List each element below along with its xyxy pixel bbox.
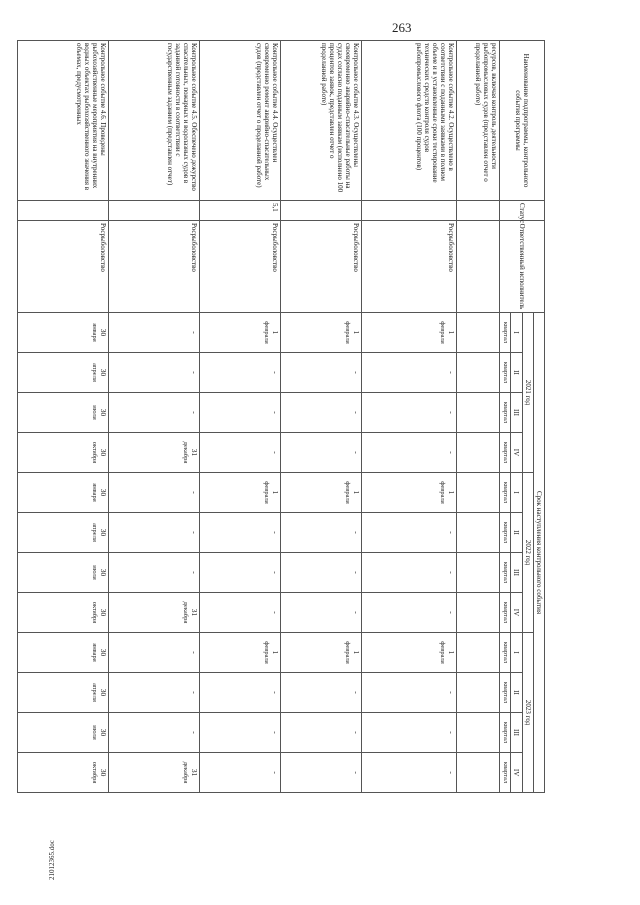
quarter-date-cell xyxy=(199,553,280,593)
date-month: февраля xyxy=(344,321,352,344)
quarter-date-cell xyxy=(280,393,361,433)
date-day: - xyxy=(189,651,199,654)
table-body xyxy=(17,41,499,793)
header-quarter-label: квартал xyxy=(499,673,510,713)
responsible-executor: Росрыболовство xyxy=(280,221,361,313)
quarter-date-cell xyxy=(199,353,280,393)
document-code: 21012365.doc xyxy=(48,840,56,880)
date-day: 30 xyxy=(98,688,108,697)
quarter-date-cell xyxy=(456,353,499,393)
quarter-date-cell xyxy=(199,313,280,353)
quarter-date-cell xyxy=(17,673,108,713)
table-row xyxy=(108,41,199,793)
date-day: 30 xyxy=(98,488,108,497)
quarter-date-cell xyxy=(17,513,108,553)
date-day: 1 xyxy=(270,490,280,495)
header-quarter-number: IV xyxy=(510,433,522,473)
date-day: - xyxy=(446,771,456,774)
quarter-date-cell xyxy=(456,753,499,793)
quarter-date-cell xyxy=(456,673,499,713)
date-day: 30 xyxy=(98,568,108,577)
date-day: - xyxy=(270,451,280,454)
quarter-date-cell xyxy=(108,313,199,353)
date-day: 30 xyxy=(98,448,108,457)
quarter-date-cell xyxy=(108,753,199,793)
date-day: - xyxy=(189,531,199,534)
date-day: 30 xyxy=(98,328,108,337)
date-day: - xyxy=(189,411,199,414)
quarter-date-cell xyxy=(361,633,456,673)
quarter-date-cell xyxy=(199,433,280,473)
date-month: июля xyxy=(91,725,99,740)
date-month: февраля xyxy=(344,641,352,664)
quarter-date-cell xyxy=(199,473,280,513)
quarter-date-cell xyxy=(456,433,499,473)
quarter-date-cell xyxy=(108,593,199,633)
quarter-date-cell xyxy=(108,353,199,393)
quarter-date-cell xyxy=(361,353,456,393)
date-month: июля xyxy=(91,565,99,580)
date-day: - xyxy=(446,531,456,534)
date-day: - xyxy=(351,731,361,734)
date-day: - xyxy=(446,691,456,694)
date-month: апреля xyxy=(91,683,99,702)
quarter-date-cell xyxy=(280,473,361,513)
table-header xyxy=(499,41,544,793)
date-month: октября xyxy=(91,761,99,784)
date-month: января xyxy=(91,323,99,342)
date-month: февраля xyxy=(439,481,447,504)
table-row xyxy=(361,41,456,793)
quarter-date-cell xyxy=(17,353,108,393)
event-description: Контрольное событие 4.5. Обеспечено дежурство спасательных, пожарных и водолазных судов в заданной готовности в соответствии с государственным заданием (представлен отчет) xyxy=(108,41,199,201)
date-day: 30 xyxy=(98,728,108,737)
date-month: февраля xyxy=(263,321,271,344)
date-day: - xyxy=(351,771,361,774)
header-quarter-number: IV xyxy=(510,753,522,793)
date-day: - xyxy=(270,411,280,414)
quarter-date-cell xyxy=(280,433,361,473)
event-description: Контрольное событие 4.3. Осуществлены своевременно аварийно-спасательные работы на судах согласно поданным заявкам (исполнено 100 процентов заявок, представлен отчет о проделанной работе) xyxy=(280,41,361,201)
date-day: 30 xyxy=(98,528,108,537)
date-day: - xyxy=(351,411,361,414)
date-day: - xyxy=(189,691,199,694)
header-status: Статус xyxy=(499,201,544,221)
header-year-2021: 2021 год xyxy=(522,313,533,473)
date-month: февраля xyxy=(344,481,352,504)
date-day: - xyxy=(270,771,280,774)
quarter-date-cell xyxy=(108,393,199,433)
header-quarter-number: III xyxy=(510,553,522,593)
event-description: Контрольное событие 4.6. Проведены рыбохозяйственные мероприятия на внутренних водных объектах рыбохозяйственного значения в объемах, предусмотренных xyxy=(17,41,108,201)
quarter-date-cell xyxy=(108,633,199,673)
date-day: - xyxy=(189,331,199,334)
quarter-date-cell xyxy=(17,433,108,473)
date-day: 31 xyxy=(189,768,199,777)
quarter-date-cell xyxy=(361,673,456,713)
date-day: 1 xyxy=(351,330,361,335)
quarter-date-cell xyxy=(280,313,361,353)
quarter-date-cell xyxy=(108,713,199,753)
quarter-date-cell xyxy=(108,553,199,593)
header-quarter-number: I xyxy=(510,633,522,673)
date-day: - xyxy=(270,371,280,374)
date-day: 1 xyxy=(351,490,361,495)
date-day: - xyxy=(351,371,361,374)
date-day: 30 xyxy=(98,768,108,777)
date-day: 1 xyxy=(446,330,456,335)
quarter-date-cell xyxy=(108,433,199,473)
date-month: февраля xyxy=(439,321,447,344)
header-quarter-number: IV xyxy=(510,593,522,633)
header-quarter-number: III xyxy=(510,393,522,433)
quarter-date-cell xyxy=(280,353,361,393)
quarter-date-cell xyxy=(17,393,108,433)
date-day: 30 xyxy=(98,368,108,377)
header-quarter-number: III xyxy=(510,713,522,753)
date-day: - xyxy=(351,691,361,694)
event-description: Контрольное событие 4.2. Осуществлено в соответствии с поданными заявками в полном объеме и в установленные сроки тестирование технических средств контроля судов рыбопромыслового флота (100 процентов) xyxy=(361,41,456,201)
quarter-date-cell xyxy=(199,633,280,673)
quarter-date-cell xyxy=(361,553,456,593)
date-day: - xyxy=(351,571,361,574)
date-day: 31 xyxy=(189,608,199,617)
event-status xyxy=(456,201,499,221)
date-month: января xyxy=(91,483,99,502)
header-quarter-number: I xyxy=(510,473,522,513)
header-responsible: Ответственный исполнитель xyxy=(499,221,544,313)
header-quarter-number: I xyxy=(510,313,522,353)
quarter-date-cell xyxy=(456,633,499,673)
date-day: - xyxy=(446,611,456,614)
date-day: - xyxy=(351,451,361,454)
quarter-date-cell xyxy=(17,753,108,793)
event-status xyxy=(17,201,108,221)
date-month: декабря xyxy=(182,761,190,784)
quarter-date-cell xyxy=(108,673,199,713)
date-day: - xyxy=(270,611,280,614)
responsible-executor: Росрыболовство xyxy=(199,221,280,313)
date-day: - xyxy=(189,491,199,494)
quarter-date-cell xyxy=(199,513,280,553)
date-day: - xyxy=(270,731,280,734)
quarter-date-cell xyxy=(456,513,499,553)
quarter-date-cell xyxy=(280,713,361,753)
date-day: 31 xyxy=(189,448,199,457)
quarter-date-cell xyxy=(361,473,456,513)
quarter-date-cell xyxy=(456,593,499,633)
quarter-date-cell xyxy=(280,553,361,593)
header-name: Наименование подпрограммы, контрольного события программы xyxy=(499,41,544,201)
date-month: апреля xyxy=(91,363,99,382)
table-row xyxy=(17,41,108,793)
quarter-date-cell xyxy=(17,313,108,353)
quarter-date-cell xyxy=(17,473,108,513)
quarter-date-cell xyxy=(361,753,456,793)
table-row xyxy=(456,41,499,793)
quarter-date-cell xyxy=(280,673,361,713)
quarter-date-cell xyxy=(280,513,361,553)
date-month: октября xyxy=(91,441,99,464)
header-dates: Срок наступления контрольного события xyxy=(533,313,544,793)
date-month: июля xyxy=(91,405,99,420)
table-row xyxy=(199,41,280,793)
date-day: - xyxy=(446,411,456,414)
event-description: Контрольное событие 4.4. Осуществлен своевременно ремонт аварийно-спасательных судов (представлен отчет о проделанной работе) xyxy=(199,41,280,201)
quarter-date-cell xyxy=(361,313,456,353)
date-day: - xyxy=(446,731,456,734)
responsible-executor xyxy=(456,221,499,313)
quarter-date-cell xyxy=(199,673,280,713)
date-day: 30 xyxy=(98,648,108,657)
responsible-executor: Росрыболовство xyxy=(17,221,108,313)
quarter-date-cell xyxy=(361,393,456,433)
header-year-2023: 2023 год xyxy=(522,633,533,793)
header-quarter-label: квартал xyxy=(499,553,510,593)
quarter-date-cell xyxy=(199,593,280,633)
page-number: 263 xyxy=(392,20,412,35)
quarter-date-cell xyxy=(17,593,108,633)
quarter-date-cell xyxy=(199,713,280,753)
quarter-date-cell xyxy=(456,313,499,353)
date-day: - xyxy=(270,571,280,574)
quarter-date-cell xyxy=(280,633,361,673)
quarter-date-cell xyxy=(361,593,456,633)
date-day: - xyxy=(446,371,456,374)
header-year-2022: 2022 год xyxy=(522,473,533,633)
header-quarter-label: квартал xyxy=(499,473,510,513)
event-status xyxy=(108,201,199,221)
date-day: - xyxy=(270,531,280,534)
date-day: - xyxy=(351,611,361,614)
header-quarter-label: квартал xyxy=(499,393,510,433)
quarter-date-cell xyxy=(17,633,108,673)
header-quarter-label: квартал xyxy=(499,753,510,793)
quarter-date-cell xyxy=(456,393,499,433)
responsible-executor: Росрыболовство xyxy=(361,221,456,313)
date-day: - xyxy=(189,371,199,374)
quarter-date-cell xyxy=(108,513,199,553)
quarter-date-cell xyxy=(361,433,456,473)
quarter-date-cell xyxy=(199,753,280,793)
event-status xyxy=(280,201,361,221)
quarter-date-cell xyxy=(456,553,499,593)
date-day: 1 xyxy=(446,490,456,495)
date-month: апреля xyxy=(91,523,99,542)
header-quarter-label: квартал xyxy=(499,713,510,753)
event-status: 5,1 xyxy=(199,201,280,221)
quarter-date-cell xyxy=(108,473,199,513)
responsible-executor: Росрыболовство xyxy=(108,221,199,313)
date-day: 30 xyxy=(98,408,108,417)
date-day: - xyxy=(189,731,199,734)
date-month: февраля xyxy=(263,641,271,664)
date-month: декабря xyxy=(182,601,190,624)
date-day: 1 xyxy=(270,330,280,335)
date-day: - xyxy=(446,571,456,574)
event-description: ресурсов, включая контроль деятельности рыбопромысловых судов (представлен отчет о проделанной работе) xyxy=(456,41,499,201)
quarter-date-cell xyxy=(456,473,499,513)
date-day: - xyxy=(351,531,361,534)
quarter-date-cell xyxy=(280,753,361,793)
date-day: 1 xyxy=(270,650,280,655)
header-quarter-label: квартал xyxy=(499,593,510,633)
quarter-date-cell xyxy=(199,393,280,433)
header-quarter-label: квартал xyxy=(499,513,510,553)
date-day: 30 xyxy=(98,608,108,617)
quarter-date-cell xyxy=(361,513,456,553)
header-quarter-label: квартал xyxy=(499,353,510,393)
date-month: февраля xyxy=(263,481,271,504)
event-status xyxy=(361,201,456,221)
date-month: января xyxy=(91,643,99,662)
date-day: - xyxy=(189,571,199,574)
header-quarter-label: квартал xyxy=(499,313,510,353)
date-day: 1 xyxy=(446,650,456,655)
header-quarter-number: II xyxy=(510,513,522,553)
header-quarter-label: квартал xyxy=(499,633,510,673)
quarter-date-cell xyxy=(17,713,108,753)
control-events-table xyxy=(17,40,545,793)
quarter-date-cell xyxy=(456,713,499,753)
header-quarter-number: II xyxy=(510,353,522,393)
header-quarter-number: II xyxy=(510,673,522,713)
header-quarter-label: квартал xyxy=(499,433,510,473)
date-month: декабря xyxy=(182,441,190,464)
table-row xyxy=(280,41,361,793)
date-month: февраля xyxy=(439,641,447,664)
quarter-date-cell xyxy=(17,553,108,593)
quarter-date-cell xyxy=(361,713,456,753)
date-day: 1 xyxy=(351,650,361,655)
quarter-date-cell xyxy=(280,593,361,633)
date-day: - xyxy=(446,451,456,454)
date-month: октября xyxy=(91,601,99,624)
date-day: - xyxy=(270,691,280,694)
